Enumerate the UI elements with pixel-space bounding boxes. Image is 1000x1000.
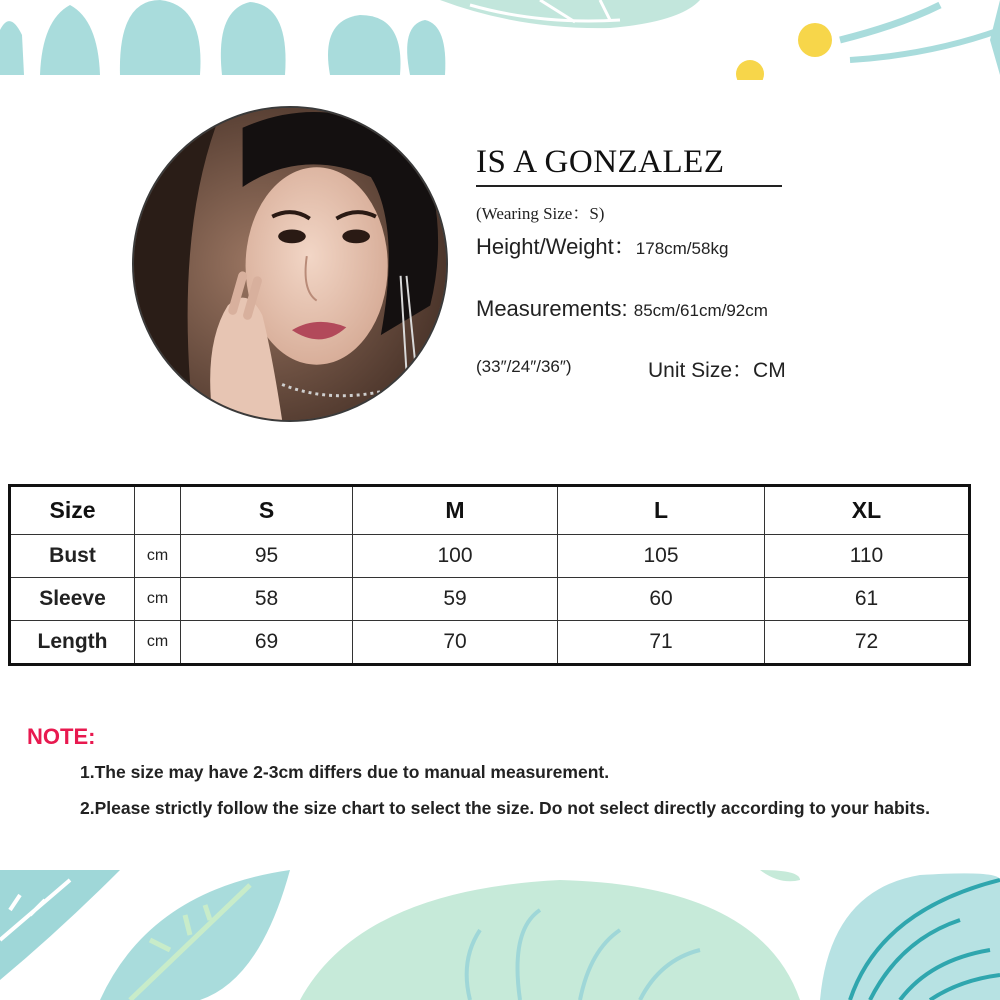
top-leaf-decoration xyxy=(0,0,1000,80)
row-label-bust: Bust xyxy=(10,535,135,578)
table-cell: 69 xyxy=(181,621,353,665)
header-size-label: Size xyxy=(10,486,135,535)
table-row xyxy=(10,621,970,665)
header-unit xyxy=(135,486,181,535)
table-cell: 70 xyxy=(353,621,558,665)
model-name: IS A GONZALEZ xyxy=(476,144,782,187)
row-unit: cm xyxy=(135,621,181,665)
table-cell: 71 xyxy=(558,621,765,665)
note-line-1: 1.The size may have 2-3cm differs due to manual measurement. xyxy=(80,762,610,782)
table-cell: 100 xyxy=(353,535,558,578)
header-size-l: L xyxy=(558,486,765,535)
header-size-s: S xyxy=(181,486,353,535)
model-portrait xyxy=(132,106,448,422)
table-header-row xyxy=(10,486,970,535)
unit-size-value: CM xyxy=(753,359,786,382)
table-cell: 95 xyxy=(181,535,353,578)
table-row xyxy=(10,535,970,578)
table-cell: 60 xyxy=(558,578,765,621)
row-unit: cm xyxy=(135,535,181,578)
height-weight xyxy=(476,230,728,261)
row-label-sleeve: Sleeve xyxy=(10,578,135,621)
note-title: NOTE: xyxy=(27,724,96,749)
measurements xyxy=(476,296,768,322)
measurements-value: 85cm/61cm/92cm xyxy=(633,301,768,320)
height-weight-value: 178cm/58kg xyxy=(635,239,729,258)
table-row xyxy=(10,578,970,621)
header-size-xl: XL xyxy=(765,486,970,535)
table-cell: 58 xyxy=(181,578,353,621)
note-line-2: 2.Please strictly follow the size chart to select the size. Do not select directly according to your habits. xyxy=(80,798,930,818)
model-photo xyxy=(134,108,446,420)
height-weight-label: Height/Weight： xyxy=(476,234,636,259)
unit-size xyxy=(648,354,786,384)
table-cell: 61 xyxy=(765,578,970,621)
table-cell: 105 xyxy=(558,535,765,578)
size-chart-table xyxy=(8,484,971,666)
table-cell: 72 xyxy=(765,621,970,665)
measurements-inches: (33″/24″/36″) xyxy=(476,357,572,376)
table-cell: 110 xyxy=(765,535,970,578)
row-unit: cm xyxy=(135,578,181,621)
header-size-m: M xyxy=(353,486,558,535)
table-cell: 59 xyxy=(353,578,558,621)
row-label-length: Length xyxy=(10,621,135,665)
unit-size-label: Unit Size： xyxy=(648,359,754,382)
wearing-size: (Wearing Size：S) xyxy=(476,204,605,223)
bottom-leaf-decoration xyxy=(0,870,1000,1000)
measurements-label: Measurements: xyxy=(476,296,628,321)
